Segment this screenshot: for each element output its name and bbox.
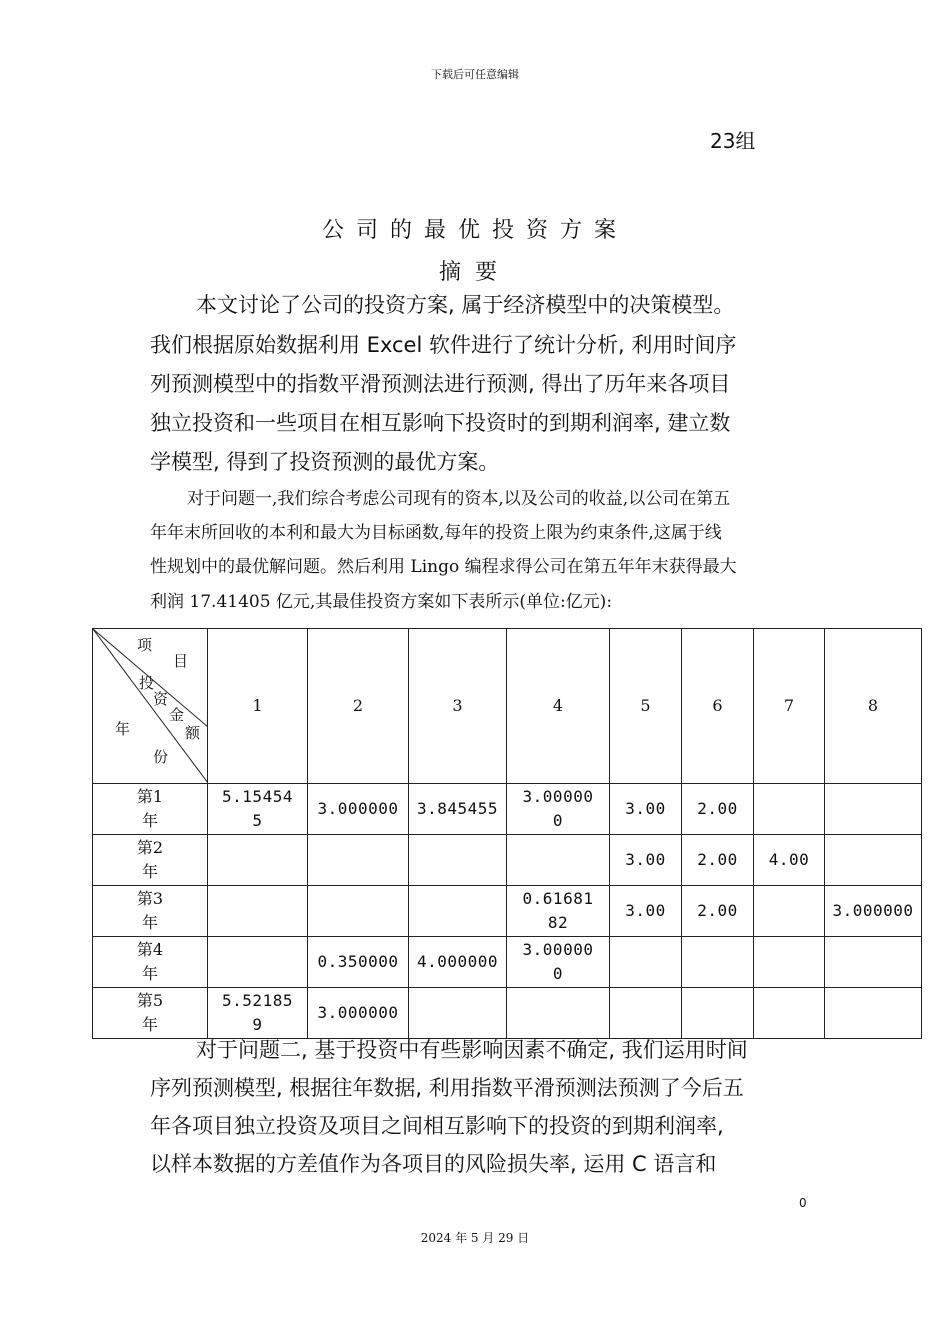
value-cell — [682, 784, 754, 835]
year-label-line: 第1 — [136, 787, 164, 806]
value-cell — [208, 886, 308, 937]
year-label-line: 第5 — [136, 991, 164, 1010]
value-line: 0 — [552, 811, 564, 830]
value-cell — [507, 988, 610, 1039]
column-header: 2 — [308, 629, 409, 784]
paragraph3-line: 以样本数据的方差值作为各项目的风险损失率, 运用 C 语言和 — [150, 1152, 717, 1176]
column-header: 3 — [409, 629, 507, 784]
value-line: 0.350000 — [317, 952, 399, 971]
page-number: 0 — [799, 1196, 807, 1210]
value-line: 2.00 — [697, 799, 738, 818]
value-cell — [610, 937, 682, 988]
value-cell — [682, 937, 754, 988]
year-label-line: 年 — [141, 913, 158, 932]
value-line: 5.52185 — [222, 991, 293, 1010]
value-line: 3.000000 — [317, 799, 399, 818]
year-label-line: 第4 — [136, 940, 164, 959]
value-line: 3.00000 — [522, 940, 594, 959]
column-header: 4 — [507, 629, 610, 784]
value-line: 3.00 — [625, 799, 666, 818]
paragraph3-line: 对于问题二, 基于投资中有些影响因素不确定, 我们运用时间 — [196, 1038, 748, 1062]
value-cell — [507, 886, 610, 937]
column-header: 6 — [682, 629, 754, 784]
year-cell — [93, 835, 208, 886]
value-line: 2.00 — [697, 850, 738, 869]
year-label-line: 第3 — [136, 889, 164, 908]
diag-year-char: 份 — [153, 748, 169, 766]
value-cell — [208, 988, 308, 1039]
value-line: 82 — [547, 913, 569, 932]
column-header: 1 — [208, 629, 308, 784]
paragraph1-line: 列预测模型中的指数平滑预测法进行预测, 得出了历年来各项目 — [150, 372, 731, 396]
value-cell — [507, 835, 610, 886]
value-line: 5 — [252, 811, 263, 830]
paragraph3-line: 年各项目独立投资及项目之间相互影响下的投资的到期利润率, — [150, 1114, 724, 1138]
value-cell — [507, 937, 610, 988]
value-line: 3.000000 — [317, 1003, 399, 1022]
value-line: 3.00000 — [522, 787, 594, 806]
value-cell — [754, 937, 825, 988]
diag-amount-char: 投 — [139, 674, 155, 692]
page-header: 下载后可任意编辑 — [431, 68, 519, 81]
value-cell — [825, 835, 922, 886]
year-label-line: 年 — [141, 862, 158, 881]
value-cell — [825, 784, 922, 835]
table-row — [93, 988, 922, 1039]
value-cell — [754, 835, 825, 886]
abstract-heading: 摘要 — [438, 260, 511, 285]
value-line: 3.845455 — [416, 799, 499, 818]
year-cell — [93, 937, 208, 988]
value-cell — [308, 937, 409, 988]
paragraph1-line: 学模型, 得到了投资预测的最优方案。 — [150, 450, 500, 474]
year-label-line: 年 — [141, 964, 158, 983]
value-line: 4.00 — [768, 850, 810, 869]
value-cell — [409, 835, 507, 886]
column-header: 5 — [610, 629, 682, 784]
value-cell — [409, 937, 507, 988]
table-row — [93, 784, 922, 835]
value-cell — [208, 835, 308, 886]
column-header: 8 — [825, 629, 922, 784]
diag-amount-char: 资 — [153, 690, 169, 708]
value-cell — [208, 937, 308, 988]
value-cell — [507, 784, 610, 835]
value-line: 5.15454 — [222, 787, 293, 806]
year-cell — [93, 784, 208, 835]
value-cell — [682, 835, 754, 886]
value-line: 2.00 — [697, 901, 738, 920]
paragraph3-line: 序列预测模型, 根据往年数据, 利用指数平滑预测法预测了今后五 — [150, 1076, 744, 1100]
value-cell — [825, 988, 922, 1039]
value-cell — [754, 988, 825, 1039]
paragraph2-line: 利润 17.41405 亿元,其最佳投资方案如下表所示(单位:亿元): — [150, 592, 613, 612]
value-cell — [682, 886, 754, 937]
table-row — [93, 835, 922, 886]
table-row — [93, 886, 922, 937]
paragraph1-line: 独立投资和一些项目在相互影响下投资时的到期利润率, 建立数 — [150, 411, 731, 435]
value-line: 0 — [552, 964, 564, 983]
footer-date: 2024 年 5 月 29 日 — [420, 1231, 530, 1245]
value-cell — [610, 784, 682, 835]
diag-amount-char: 金 — [169, 706, 185, 724]
year-label-line: 年 — [141, 1015, 158, 1034]
diag-item-char: 目 — [173, 652, 189, 670]
value-cell — [308, 784, 409, 835]
diag-year-char: 年 — [115, 720, 131, 738]
value-cell — [825, 937, 922, 988]
paragraph2-line: 性规划中的最优解问题。然后利用 Lingo 编程求得公司在第五年年末获得最大 — [150, 557, 737, 577]
value-cell — [308, 835, 409, 886]
year-cell — [93, 886, 208, 937]
investment-table — [92, 628, 922, 1039]
paragraph1-line: 我们根据原始数据利用 Excel 软件进行了统计分析, 利用时间序 — [150, 333, 737, 357]
paragraph1-line: 本文讨论了公司的投资方案, 属于经济模型中的决策模型。 — [196, 293, 735, 317]
value-cell — [682, 988, 754, 1039]
table-row — [93, 937, 922, 988]
group-label: 23组 — [710, 129, 756, 153]
value-cell — [610, 988, 682, 1039]
year-label-line: 年 — [141, 811, 158, 830]
value-cell — [409, 784, 507, 835]
value-cell — [308, 988, 409, 1039]
diagonal-header-cell — [93, 629, 208, 784]
value-cell — [409, 886, 507, 937]
value-cell — [754, 784, 825, 835]
value-cell — [208, 784, 308, 835]
value-line: 3.000000 — [832, 901, 914, 920]
diag-item-char: 项 — [137, 636, 153, 654]
value-line: 9 — [252, 1015, 263, 1034]
diag-amount-char: 额 — [185, 724, 201, 742]
value-cell — [754, 886, 825, 937]
value-cell — [409, 988, 507, 1039]
value-cell — [825, 886, 922, 937]
value-line: 3.00 — [625, 850, 666, 869]
value-cell — [610, 886, 682, 937]
value-line: 3.00 — [625, 901, 666, 920]
value-cell — [308, 886, 409, 937]
year-label-line: 第2 — [136, 838, 164, 857]
paragraph2-line: 年年末所回收的本利和最大为目标函数,每年的投资上限为约束条件,这属于线 — [150, 523, 722, 543]
column-header: 7 — [754, 629, 825, 784]
paragraph2-line: 对于问题一,我们综合考虑公司现有的资本,以及公司的收益,以公司在第五 — [187, 489, 731, 509]
year-cell — [93, 988, 208, 1039]
document-title: 公司的最优投资方案 — [321, 218, 628, 243]
value-line: 0.61681 — [522, 889, 594, 908]
value-cell — [610, 835, 682, 886]
value-line: 4.000000 — [416, 952, 499, 971]
